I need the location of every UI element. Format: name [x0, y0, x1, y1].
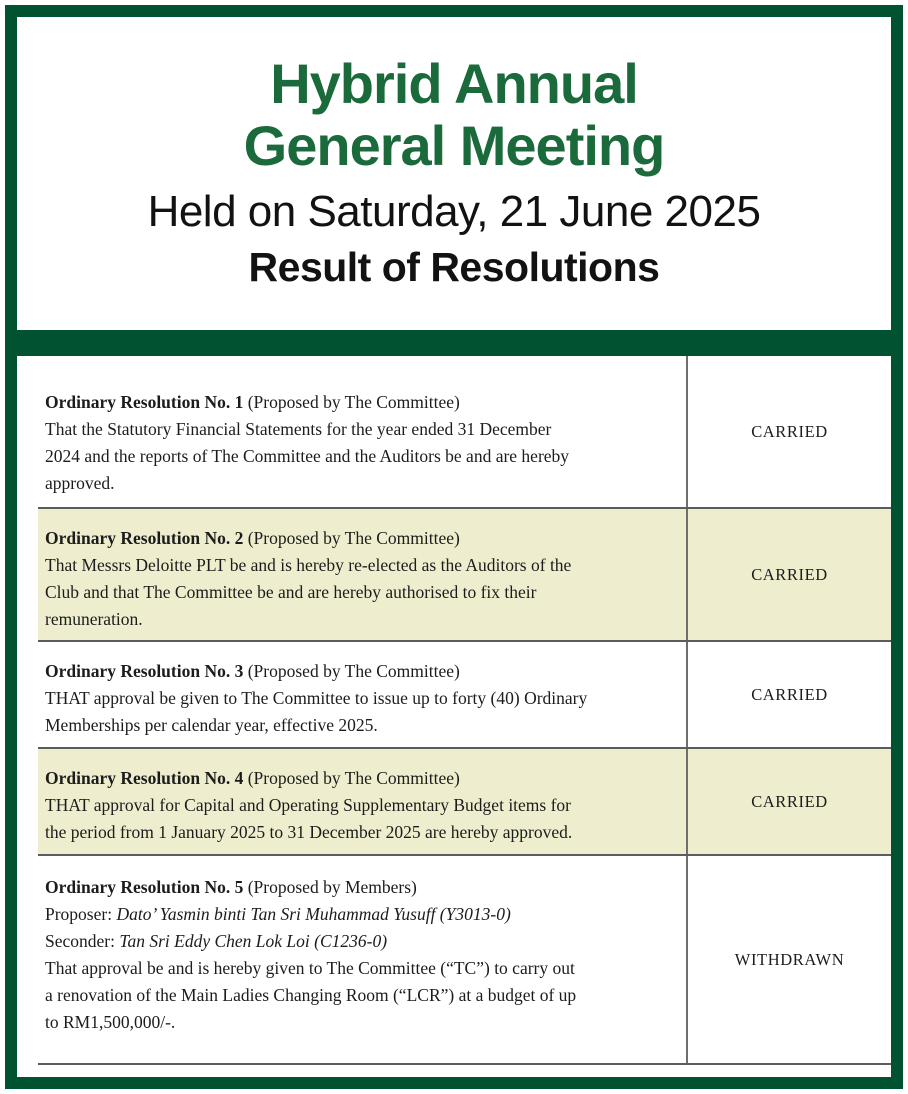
- resolution-row: [38, 642, 891, 749]
- resolution-text-line: Ordinary Resolution No. 3 (Proposed by The Committee): [45, 661, 460, 681]
- resolution-row: [38, 856, 891, 1065]
- resolution-row: [38, 356, 891, 509]
- resolution-text-line: Memberships per calendar year, effective 2025.: [45, 715, 378, 735]
- document-frame: [5, 5, 903, 1089]
- resolutions-table: [38, 356, 891, 1065]
- resolution-status: CARRIED: [751, 792, 828, 811]
- resolution-status: CARRIED: [751, 685, 828, 704]
- resolution-text: [38, 509, 688, 640]
- resolution-text-line: Ordinary Resolution No. 5 (Proposed by Members): [45, 877, 417, 897]
- resolution-text-line: the period from 1 January 2025 to 31 December 2025 are hereby approved.: [45, 822, 573, 842]
- resolution-text-line: a renovation of the Main Ladies Changing Room (“LCR”) at a budget of up: [45, 985, 577, 1005]
- resolution-text-line: remuneration.: [45, 609, 143, 629]
- meeting-date-subtitle: Held on Saturday, 21 June 2025: [147, 187, 761, 236]
- resolution-text: [38, 356, 688, 507]
- resolution-text-line: Ordinary Resolution No. 1 (Proposed by The Committee): [45, 392, 460, 412]
- resolution-status: CARRIED: [751, 565, 828, 584]
- resolution-text-line: Ordinary Resolution No. 2 (Proposed by The Committee): [45, 528, 460, 548]
- resolution-text-line: Proposer: Dato’ Yasmin binti Tan Sri Muhammad Yusuff (Y3013-0): [45, 904, 511, 924]
- resolution-text-line: Seconder: Tan Sri Eddy Chen Lok Loi (C1236-0): [45, 931, 388, 951]
- meeting-title-line1: Hybrid Annual: [270, 52, 638, 115]
- resolution-text-line: 2024 and the reports of The Committee and the Auditors be and are hereby: [45, 446, 570, 466]
- resolution-text-line: THAT approval be given to The Committee to issue up to forty (40) Ordinary: [45, 688, 588, 708]
- document-header: [17, 17, 891, 330]
- meeting-title-line2: General Meeting: [243, 114, 665, 177]
- resolution-text-line: That approval be and is hereby given to The Committee (“TC”) to carry out: [45, 958, 575, 978]
- resolution-text-line: approved.: [45, 473, 115, 493]
- resolution-text: [38, 856, 688, 1063]
- resolution-status: CARRIED: [751, 422, 828, 441]
- resolution-text-line: That Messrs Deloitte PLT be and is hereby re-elected as the Auditors of the: [45, 555, 572, 575]
- resolution-text-line: Ordinary Resolution No. 4 (Proposed by The Committee): [45, 768, 460, 788]
- resolution-text: [38, 749, 688, 854]
- resolution-text-line: to RM1,500,000/-.: [45, 1012, 176, 1032]
- header-divider-bar: [17, 330, 891, 356]
- resolution-text: [38, 642, 688, 747]
- resolution-status: WITHDRAWN: [734, 950, 845, 969]
- resolution-row: [38, 509, 891, 642]
- resolution-row: [38, 749, 891, 856]
- resolution-text-line: That the Statutory Financial Statements for the year ended 31 December: [45, 419, 552, 439]
- result-section-heading: Result of Resolutions: [248, 244, 660, 290]
- resolution-text-line: THAT approval for Capital and Operating Supplementary Budget items for: [45, 795, 572, 815]
- resolution-text-line: Club and that The Committee be and are hereby authorised to fix their: [45, 582, 537, 602]
